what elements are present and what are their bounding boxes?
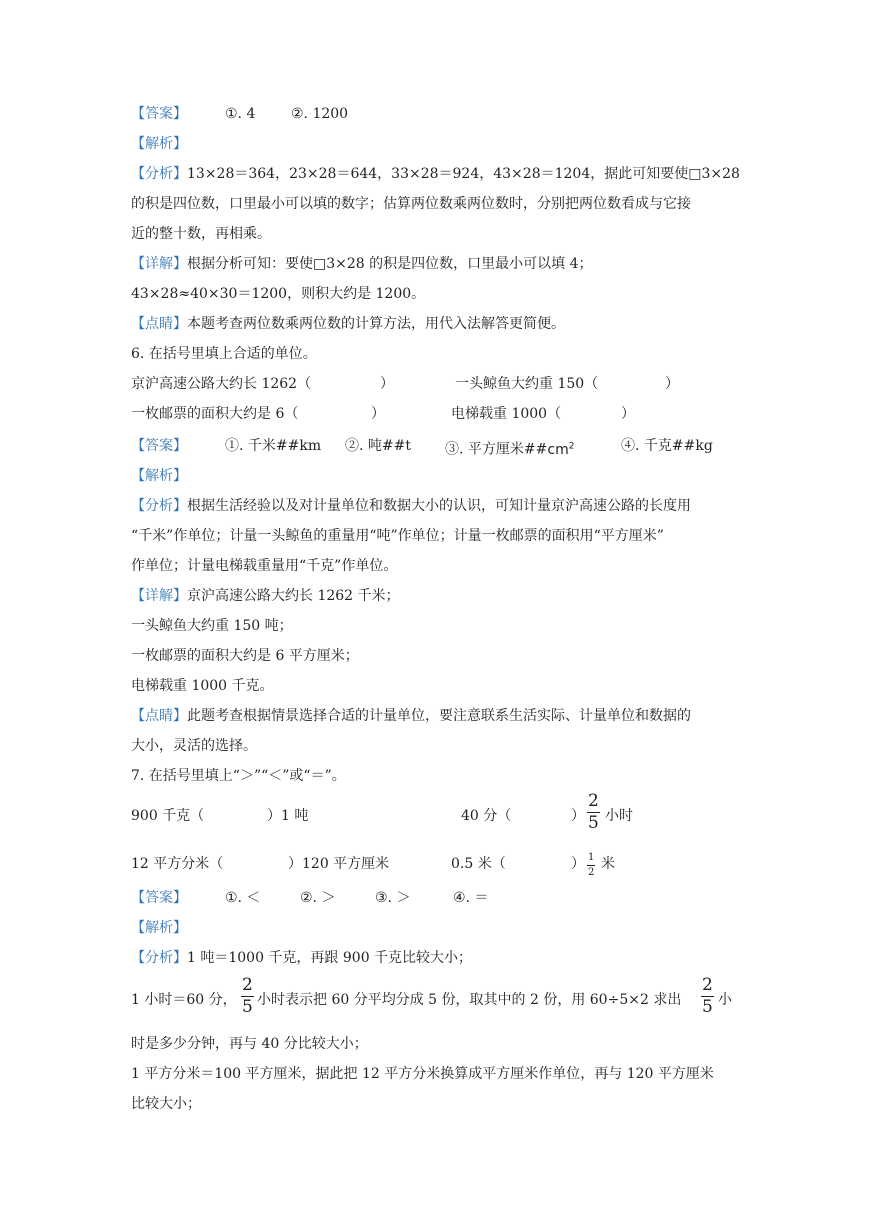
q6-title: 6. 在括号里填上合适的单位。 — [131, 346, 317, 362]
xiangjie-text: 根据分析可知：要使□3×28 的积是四位数，口里最小可以填 4； — [187, 256, 593, 272]
fenxi-l2a: 1 小时＝60 分， — [131, 992, 237, 1008]
fenxi-line-1 — [131, 164, 740, 184]
numerator: 2 — [242, 975, 253, 995]
q7-row-2 — [131, 852, 691, 878]
dianjing-line-2: 大小，灵活的选择。 — [131, 738, 257, 754]
answer-tag: 【答案】 — [131, 890, 187, 906]
q7-title: 7. 在括号里填上“＞”“＜”或“＝”。 — [131, 768, 346, 784]
fraction-two-fifths — [241, 977, 254, 1016]
answer-tag: 【答案】 — [131, 106, 187, 122]
q5-answer-line — [131, 104, 349, 124]
fenxi-line-2 — [131, 975, 732, 1017]
q7-answer-line — [131, 888, 631, 908]
fenxi-tag: 【分析】 — [131, 166, 187, 182]
q6-row-2 — [131, 404, 731, 424]
dianjing-line-1 — [131, 314, 565, 334]
xiangjie-tag: 【详解】 — [131, 256, 187, 272]
jiexi-tag: 【解析】 — [131, 136, 187, 152]
jiexi-tag: 【解析】 — [131, 920, 187, 936]
fenxi-line-4: 1 平方分米＝100 平方厘米，据此把 12 平方分米换算成平方厘米作单位，再与 120 平方厘米 — [131, 1066, 714, 1082]
cm-text: cm — [547, 441, 569, 458]
fenxi-line-3: 时是多少分钟，再与 40 分比较大小； — [131, 1036, 368, 1052]
xiangjie-tag: 【详解】 — [131, 588, 187, 604]
answer-item-4: ④. 千克##kg — [621, 438, 713, 454]
answer-item-3: ③. ＞ — [375, 890, 411, 906]
denominator: 2 — [588, 867, 595, 878]
xiangjie-line-2: 一头鲸鱼大约重 150 吨； — [131, 618, 293, 634]
xiangjie-line-2: 43×28≈40×30＝1200，则积大约是 1200。 — [131, 286, 426, 302]
answer-item-1: ①. ＜ — [225, 890, 261, 906]
answer-item-3-text: ③. 平方厘米## — [445, 441, 548, 458]
q7-row-1 — [131, 791, 691, 833]
q7-r2b: ）120 平方厘米 — [288, 856, 390, 872]
q7-r2e: 米 — [601, 856, 615, 872]
q6-r1d: ） — [665, 376, 679, 392]
fenxi-text: 13×28＝364，23×28＝644，33×28＝924，43×28＝1204，据此可知要使□3×28 — [187, 166, 740, 182]
q7-r2d: ） — [571, 856, 585, 872]
answer-item-2: ②. 吨##t — [345, 438, 411, 454]
xiangjie-line-3: 一枚邮票的面积大约是 6 平方厘米； — [131, 648, 359, 664]
q6-r2a: 一枚邮票的面积大约是 6（ — [131, 406, 299, 422]
fraction-two-fifths — [587, 793, 600, 832]
xiangjie-line-1 — [131, 586, 400, 606]
q6-r1c: 一头鲸鱼大约重 150（ — [455, 376, 599, 392]
numerator: 2 — [702, 975, 713, 995]
answer-item-2: ②. 1200 — [291, 106, 349, 122]
xiangjie-line-4: 电梯载重 1000 千克。 — [131, 678, 274, 694]
xiangjie-line-1 — [131, 254, 593, 274]
fenxi-line-3: 近的整十数，再相乘。 — [131, 226, 271, 242]
answer-item-1: ①. 4 — [225, 106, 256, 122]
denominator: 5 — [702, 997, 713, 1017]
fraction-one-half — [587, 853, 595, 878]
dianjing-tag: 【点睛】 — [131, 708, 187, 724]
fenxi-l2b: 小时表示把 60 分平均分成 5 份，取其中的 2 份，用 60÷5×2 求出 — [257, 992, 682, 1008]
answer-item-3 — [445, 436, 574, 460]
fraction-two-fifths — [701, 977, 714, 1016]
answer-item-3-unit — [547, 442, 574, 458]
jiexi-tag: 【解析】 — [131, 468, 187, 484]
q7-r2c: 0.5 米（ — [451, 856, 506, 872]
q7-r1b: ）1 吨 — [267, 808, 309, 824]
q7-r1e: 小时 — [605, 808, 633, 824]
fenxi-text: 根据生活经验以及对计量单位和数据大小的认识，可知计量京沪高速公路的长度用 — [187, 498, 691, 514]
fenxi-line-2: 的积是四位数，口里最小可以填的数字；估算两位数乘两位数时，分别把两位数看成与它接 — [131, 196, 691, 212]
q6-r2b: ） — [371, 406, 385, 422]
fenxi-line-3: 作单位；计量电梯载重量用“千克”作单位。 — [131, 558, 398, 574]
fenxi-l2c: 小 — [718, 992, 732, 1008]
answer-item-2: ②. ＞ — [300, 890, 336, 906]
fenxi-tag: 【分析】 — [131, 498, 187, 514]
q6-answer-line — [131, 436, 771, 456]
dianjing-line-1 — [131, 706, 691, 726]
dianjing-tag: 【点睛】 — [131, 316, 187, 332]
q7-r2a: 12 平方分米（ — [131, 856, 224, 872]
cm-exponent: 2 — [568, 441, 575, 451]
fenxi-text: 1 吨＝1000 千克，再跟 900 千克比较大小； — [187, 950, 473, 966]
q7-r1d: ） — [571, 808, 585, 824]
q6-row-1 — [131, 374, 731, 394]
fenxi-line-5: 比较大小； — [131, 1096, 201, 1112]
q7-r1c: 40 分（ — [461, 808, 512, 824]
denominator: 5 — [588, 813, 599, 833]
xiangjie-text: 京沪高速公路大约长 1262 千米； — [187, 588, 400, 604]
q6-r2d: ） — [621, 406, 635, 422]
answer-tag: 【答案】 — [131, 438, 187, 454]
denominator: 5 — [242, 997, 253, 1017]
answer-item-4: ④. ＝ — [453, 890, 489, 906]
dianjing-text: 此题考查根据情景选择合适的计量单位，要注意联系生活实际、计量单位和数据的 — [187, 708, 691, 724]
fenxi-line-1 — [131, 948, 472, 968]
numerator: 2 — [588, 791, 599, 811]
q6-r2c: 电梯载重 1000（ — [451, 406, 562, 422]
q6-r1b: ） — [380, 376, 394, 392]
fenxi-line-1 — [131, 496, 691, 516]
q6-r1a: 京沪高速公路大约长 1262（ — [131, 376, 312, 392]
q7-r1a: 900 千克（ — [131, 808, 205, 824]
answer-item-1: ①. 千米##km — [225, 438, 322, 454]
numerator: 1 — [587, 853, 595, 866]
fenxi-tag: 【分析】 — [131, 950, 187, 966]
dianjing-text: 本题考查两位数乘两位数的计算方法，用代入法解答更简便。 — [187, 316, 565, 332]
fenxi-line-2: “千米”作单位；计量一头鲸鱼的重量用“吨”作单位；计量一枚邮票的面积用“平方厘米” — [131, 528, 664, 544]
